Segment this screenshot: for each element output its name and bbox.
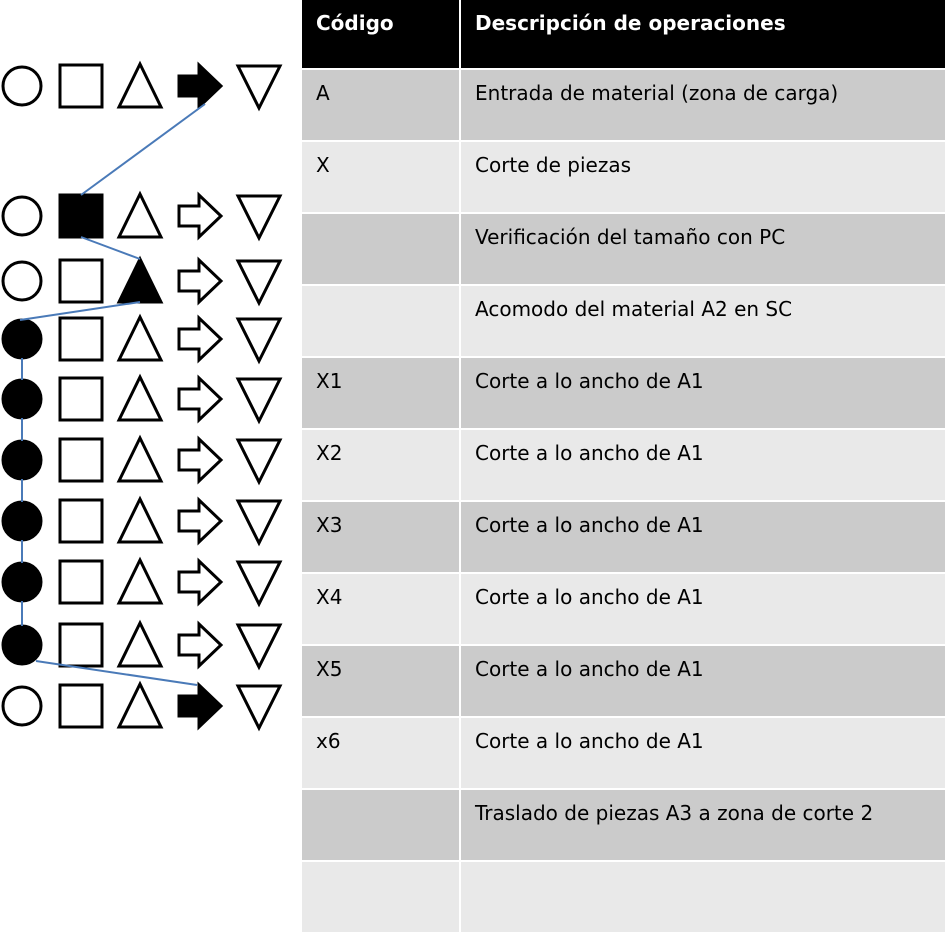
description-cell: Traslado de piezas A3 a zona de corte 2	[460, 789, 946, 861]
table-row	[302, 717, 946, 789]
storage-triangle-icon	[119, 499, 161, 542]
description-cell: Corte a lo ancho de A1	[460, 573, 946, 645]
flow-connector-line	[81, 237, 140, 259]
table-header-row	[302, 0, 946, 69]
description-cell: Entrada de material (zona de carga)	[460, 69, 946, 141]
transport-arrow-icon	[179, 195, 221, 237]
code-cell: X1	[302, 357, 460, 429]
description-cell	[460, 861, 946, 933]
table-row	[302, 285, 946, 357]
transport-arrow-icon	[179, 65, 221, 107]
storage-triangle-icon	[119, 684, 161, 727]
process-flow-chart	[0, 0, 300, 792]
process-symbols-panel	[0, 0, 300, 792]
operation-circle-icon	[3, 197, 41, 235]
table-row	[302, 645, 946, 717]
storage-triangle-icon	[119, 259, 161, 302]
storage-triangle-icon	[119, 377, 161, 420]
delay-inverted-triangle-icon	[238, 686, 280, 728]
flow-connector-line	[36, 661, 197, 685]
transport-arrow-icon	[179, 500, 221, 542]
transport-arrow-icon	[179, 439, 221, 481]
description-cell: Corte a lo ancho de A1	[460, 645, 946, 717]
table-row	[302, 429, 946, 501]
operations-table	[302, 0, 947, 934]
transport-arrow-icon	[179, 624, 221, 666]
code-cell: X4	[302, 573, 460, 645]
table-row	[302, 357, 946, 429]
table-row	[302, 213, 946, 285]
operation-circle-icon	[3, 380, 41, 418]
code-cell: X2	[302, 429, 460, 501]
code-cell: A	[302, 69, 460, 141]
operation-circle-icon	[3, 262, 41, 300]
inspection-square-icon	[60, 65, 102, 107]
operation-circle-icon	[3, 687, 41, 725]
delay-inverted-triangle-icon	[238, 66, 280, 108]
code-cell	[302, 789, 460, 861]
table-row	[302, 861, 946, 933]
table-row	[302, 573, 946, 645]
delay-inverted-triangle-icon	[238, 319, 280, 361]
inspection-square-icon	[60, 685, 102, 727]
inspection-square-icon	[60, 260, 102, 302]
table-row	[302, 789, 946, 861]
operation-circle-icon	[3, 67, 41, 105]
operation-circle-icon	[3, 502, 41, 540]
inspection-square-icon	[60, 318, 102, 360]
description-column-header: Descripción de operaciones	[460, 0, 946, 69]
code-column-header: Código	[302, 0, 460, 69]
flow-connector-line	[81, 104, 205, 195]
inspection-square-icon	[60, 439, 102, 481]
code-cell: x6	[302, 717, 460, 789]
delay-inverted-triangle-icon	[238, 562, 280, 604]
delay-inverted-triangle-icon	[238, 196, 280, 238]
description-cell: Verificación del tamaño con PC	[460, 213, 946, 285]
operation-circle-icon	[3, 626, 41, 664]
description-cell: Corte a lo ancho de A1	[460, 357, 946, 429]
storage-triangle-icon	[119, 64, 161, 107]
delay-inverted-triangle-icon	[238, 501, 280, 543]
code-cell: X3	[302, 501, 460, 573]
delay-inverted-triangle-icon	[238, 261, 280, 303]
inspection-square-icon	[60, 561, 102, 603]
transport-arrow-icon	[179, 685, 221, 727]
transport-arrow-icon	[179, 378, 221, 420]
delay-inverted-triangle-icon	[238, 625, 280, 667]
table-row	[302, 141, 946, 213]
storage-triangle-icon	[119, 560, 161, 603]
code-cell: X5	[302, 645, 460, 717]
inspection-square-icon	[60, 624, 102, 666]
delay-inverted-triangle-icon	[238, 379, 280, 421]
inspection-square-icon	[60, 378, 102, 420]
transport-arrow-icon	[179, 260, 221, 302]
description-cell: Corte a lo ancho de A1	[460, 429, 946, 501]
description-cell: Corte a lo ancho de A1	[460, 717, 946, 789]
storage-triangle-icon	[119, 438, 161, 481]
code-cell	[302, 213, 460, 285]
operation-circle-icon	[3, 320, 41, 358]
description-cell: Corte de piezas	[460, 141, 946, 213]
delay-inverted-triangle-icon	[238, 440, 280, 482]
storage-triangle-icon	[119, 623, 161, 666]
code-cell	[302, 285, 460, 357]
inspection-square-icon	[60, 500, 102, 542]
description-cell: Corte a lo ancho de A1	[460, 501, 946, 573]
code-cell: X	[302, 141, 460, 213]
storage-triangle-icon	[119, 317, 161, 360]
storage-triangle-icon	[119, 194, 161, 237]
transport-arrow-icon	[179, 561, 221, 603]
inspection-square-icon	[60, 195, 102, 237]
table-row	[302, 69, 946, 141]
operation-circle-icon	[3, 563, 41, 601]
table-row	[302, 501, 946, 573]
transport-arrow-icon	[179, 318, 221, 360]
code-cell	[302, 861, 460, 933]
operation-circle-icon	[3, 441, 41, 479]
description-cell: Acomodo del material A2 en SC	[460, 285, 946, 357]
